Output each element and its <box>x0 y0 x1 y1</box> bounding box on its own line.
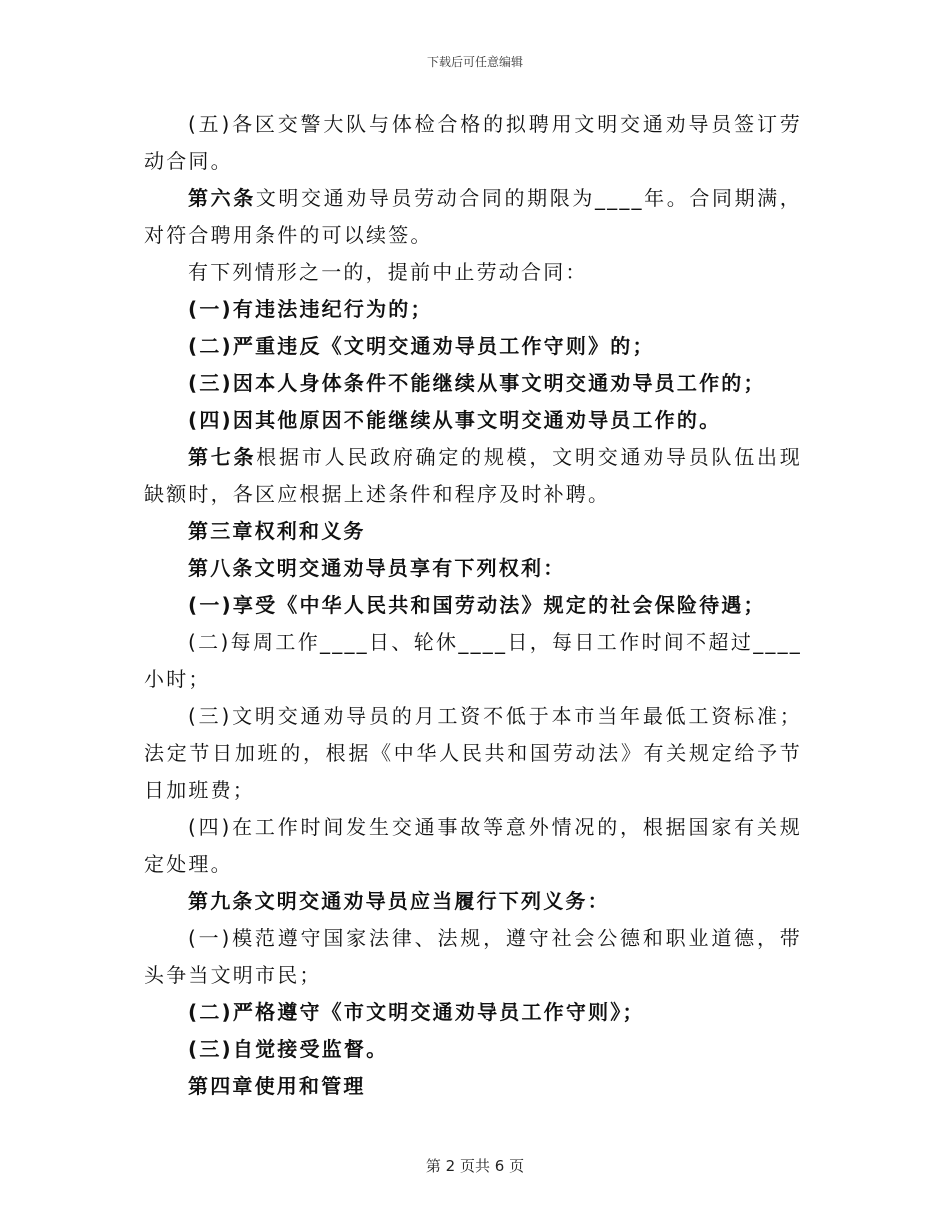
list-item: (四)在工作时间发生交通事故等意外情况的，根据国家有关规定处理。 <box>144 815 802 876</box>
list-item: (三)自觉接受监督。 <box>188 1037 389 1061</box>
article-heading: 第八条文明交通劝导员享有下列权利： <box>188 556 566 580</box>
list-item: (三)文明交通劝导员的月工资不低于本市当年最低工资标准；法定节日加班的，根据《中华人民共和国劳动法》有关规定给予节日加班费； <box>144 704 802 802</box>
article-text: 根据市人民政府确定的规模，文明交通劝导员队伍出现缺额时，各区应根据上述条件和程序及时补聘。 <box>144 445 802 506</box>
article-heading: 第九条文明交通劝导员应当履行下列义务： <box>188 889 610 913</box>
list-item: (二)每周工作____日、轮休____日，每日工作时间不超过____小时； <box>144 630 802 691</box>
list-item: (一)有违法违纪行为的； <box>188 297 433 321</box>
chapter-heading: 第四章使用和管理 <box>188 1074 366 1098</box>
paragraph: 有下列情形之一的，提前中止劳动合同： <box>188 260 588 284</box>
document-body <box>144 106 802 1105</box>
article-paragraph <box>144 439 802 513</box>
paragraph: (五)各区交警大队与体检合格的拟聘用文明交通劝导员签订劳动合同。 <box>144 112 802 173</box>
list-item: (四)因其他原因不能继续从事文明交通劝导员工作的。 <box>188 408 722 432</box>
list-item: (二)严重违反《文明交通劝导员工作守则》的； <box>188 334 655 358</box>
list-item: (三)因本人身体条件不能继续从事文明交通劝导员工作的； <box>188 371 766 395</box>
article-lead: 第七条 <box>188 445 257 469</box>
article-paragraph <box>144 180 802 254</box>
page-footer: 第 2 页共 6 页 <box>425 1157 525 1175</box>
article-text: 文明交通劝导员劳动合同的期限为____年。合同期满，对符合聘用条件的可以续签。 <box>144 186 802 247</box>
chapter-heading: 第三章权利和义务 <box>188 519 366 543</box>
page-header: 下载后可任意编辑 <box>426 55 523 69</box>
article-lead: 第六条 <box>188 186 256 210</box>
list-item: (一)享受《中华人民共和国劳动法》规定的社会保险待遇； <box>188 593 766 617</box>
list-item: (二)严格遵守《市文明交通劝导员工作守则》； <box>188 1000 645 1024</box>
list-item: (一)模范遵守国家法律、法规，遵守社会公德和职业道德，带头争当文明市民； <box>144 926 802 987</box>
